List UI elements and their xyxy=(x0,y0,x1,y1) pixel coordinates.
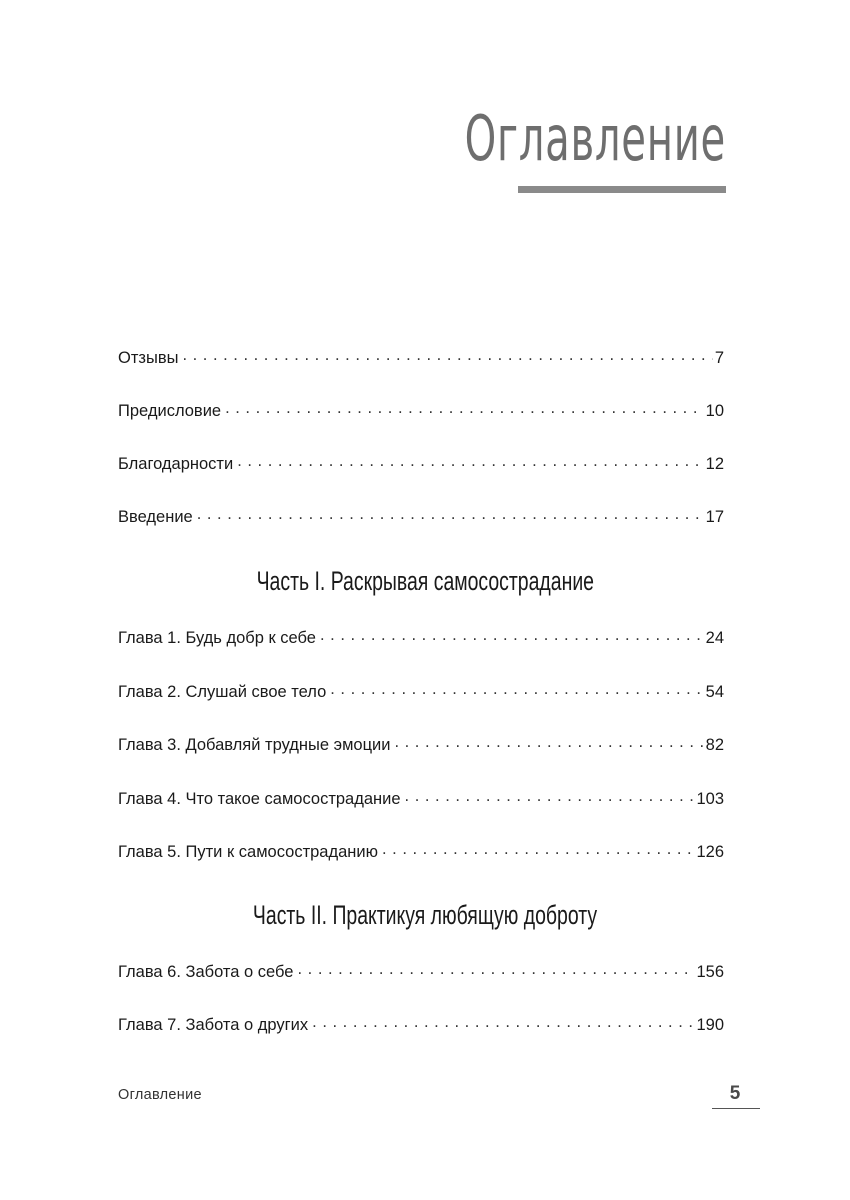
toc-entry-page: 12 xyxy=(705,454,724,473)
toc-entry-label: Предисловие xyxy=(118,401,222,420)
toc-entry-introduction[interactable] xyxy=(118,505,724,531)
page-title: Оглавление xyxy=(464,102,726,175)
dot-leader xyxy=(197,505,704,522)
toc-entry-chapter-5[interactable] xyxy=(118,840,724,866)
toc-entry-reviews[interactable] xyxy=(118,346,724,372)
toc-entry-label: Отзывы xyxy=(118,348,179,367)
toc-entry-chapter-1[interactable] xyxy=(118,626,724,652)
toc-entry-chapter-2[interactable] xyxy=(118,680,724,706)
toc-entry-page: 7 xyxy=(714,348,724,367)
toc-entry-chapter-7[interactable] xyxy=(118,1013,724,1039)
dot-leader xyxy=(312,1013,694,1030)
dot-leader xyxy=(297,960,694,977)
toc-entry-acknowledgements[interactable] xyxy=(118,452,724,478)
dot-leader xyxy=(225,399,704,416)
toc-entry-preface[interactable] xyxy=(118,399,724,425)
toc-entry-label: Глава 2. Слушай свое тело xyxy=(118,682,327,701)
toc-entry-label: Глава 4. Что такое самосострадание xyxy=(118,789,401,808)
dot-leader xyxy=(394,733,703,750)
page-number-rule xyxy=(712,1108,760,1109)
toc-entry-label: Глава 3. Добавляй трудные эмоции xyxy=(118,735,391,754)
toc-entry-label: Введение xyxy=(118,507,193,526)
toc-entry-chapter-4[interactable] xyxy=(118,787,724,813)
toc-entry-page: 54 xyxy=(705,682,724,701)
dot-leader xyxy=(182,346,712,363)
part-heading-text: Часть II. Практикуя любящую доброту xyxy=(252,900,598,930)
title-underline xyxy=(518,186,726,193)
dot-leader xyxy=(320,626,704,643)
toc-entry-label: Глава 7. Забота о других xyxy=(118,1015,309,1034)
toc-entry-page: 103 xyxy=(696,789,724,808)
dot-leader xyxy=(237,452,703,469)
toc-entry-label: Глава 1. Будь добр к себе xyxy=(118,628,316,647)
toc-entry-label: Глава 5. Пути к самосостраданию xyxy=(118,842,378,861)
toc-entry-page: 24 xyxy=(705,628,724,647)
toc-entry-page: 17 xyxy=(705,507,724,526)
toc-entry-page: 156 xyxy=(696,962,724,981)
dot-leader xyxy=(330,680,703,697)
page-number: 5 xyxy=(729,1083,741,1104)
part-heading-1[interactable] xyxy=(0,568,850,595)
part-heading-2[interactable] xyxy=(0,902,850,929)
part-heading-text: Часть I. Раскрывая самосострадание xyxy=(256,566,594,596)
running-footer-title: Оглавление xyxy=(118,1087,202,1103)
toc-entry-label: Глава 6. Забота о себе xyxy=(118,962,294,981)
toc-entry-label: Благодарности xyxy=(118,454,234,473)
toc-entry-chapter-3[interactable] xyxy=(118,733,724,759)
toc-entry-page: 126 xyxy=(696,842,724,861)
toc-entry-page: 190 xyxy=(696,1015,724,1034)
dot-leader xyxy=(405,787,695,804)
toc-entry-chapter-6[interactable] xyxy=(118,960,724,986)
dot-leader xyxy=(382,840,694,857)
toc-entry-page: 82 xyxy=(705,735,724,754)
toc-entry-page: 10 xyxy=(705,401,724,420)
